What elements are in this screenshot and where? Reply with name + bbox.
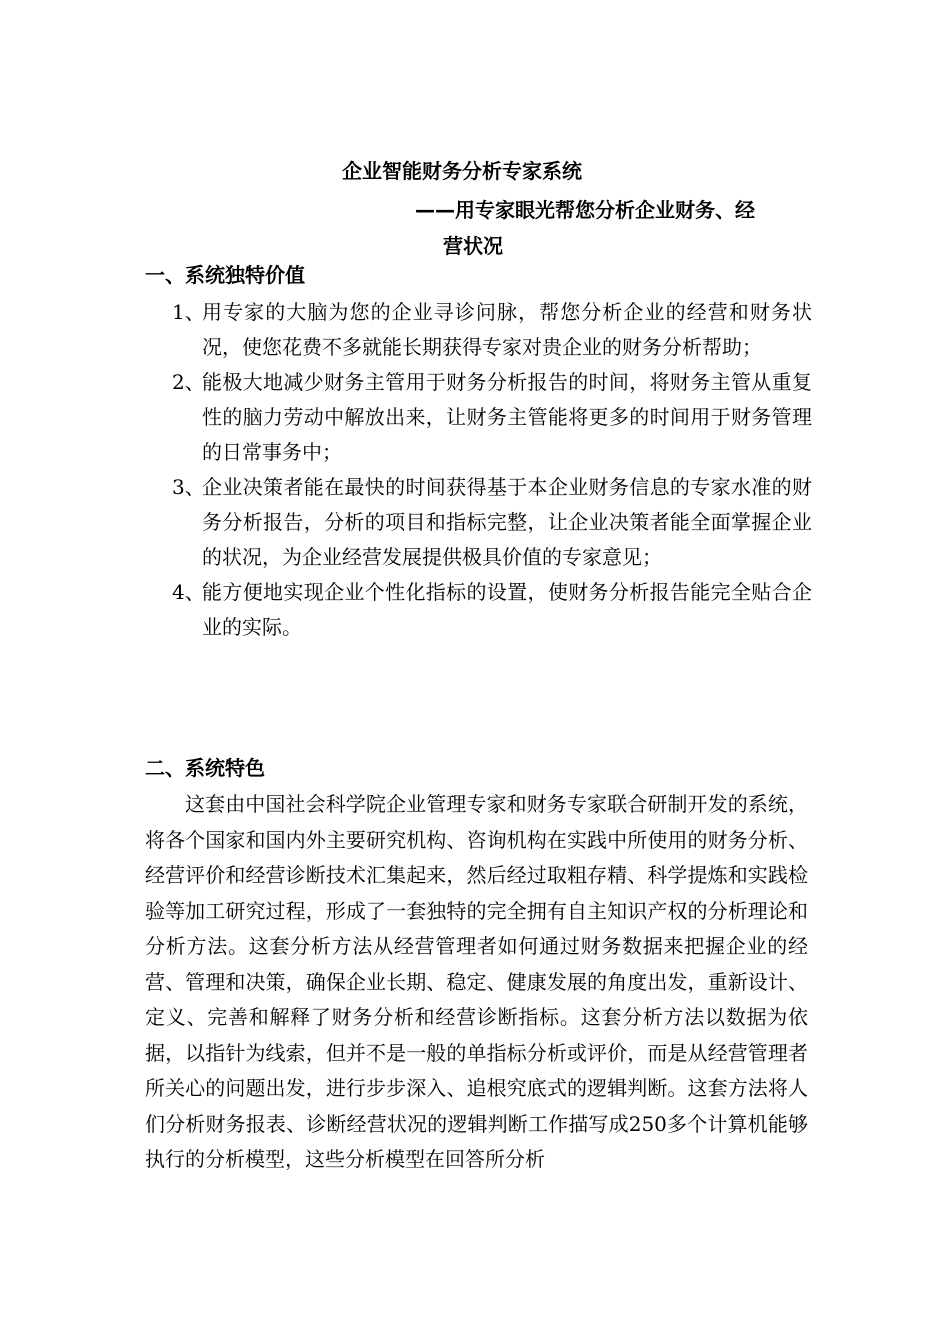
list-item [172, 470, 812, 575]
document-title: 企业智能财务分析专家系统 [342, 159, 582, 183]
list-item-number: 3、 [172, 475, 205, 499]
document-subtitle [415, 192, 805, 264]
subtitle-line-2: 营状况 [443, 234, 503, 258]
list-item-text: 用专家的大脑为您的企业寻诊问脉，帮您分析企业的经营和财务状况，使您花费不多就能长期获得专家对贵企业的财务分析帮助； [202, 300, 812, 359]
list-item-text: 企业决策者能在最快的时间获得基于本企业财务信息的专家水准的财务分析报告，分析的项目和指标完整，让企业决策者能全面掌握企业的状况，为企业经营发展提供极具价值的专家意见； [202, 475, 812, 569]
list-item-number: 4、 [172, 580, 205, 604]
list-item [172, 575, 812, 645]
section-heading-features: 二、系统特色 [145, 756, 265, 780]
list-item-text: 能方便地实现企业个性化指标的设置，使财务分析报告能完全贴合企业的实际。 [202, 580, 812, 639]
list-item-number: 1、 [172, 300, 205, 324]
subtitle-line-1: ——用专家眼光帮您分析企业财务、经 [415, 198, 755, 222]
section-heading-unique-value: 一、系统独特价值 [145, 263, 305, 287]
list-item-number: 2、 [172, 370, 205, 394]
list-item [172, 365, 812, 470]
list-item [172, 295, 812, 365]
list-item-text: 能极大地减少财务主管用于财务分析报告的时间，将财务主管从重复性的脑力劳动中解放出来，让财务主管能将更多的时间用于财务管理的日常事务中； [202, 370, 812, 464]
features-paragraph: 这套由中国社会科学院企业管理专家和财务专家联合研制开发的系统，将各个国家和国内外主要研究机构、咨询机构在实践中所使用的财务分析、经营评价和经营诊断技术汇集起来，然后经过取粗存精、科学提炼和实践检验等加工研究过程，形成了一套独特的完全拥有自主知识产权的分析理论和分析方法。这套分析方法从经营管理者如何通过财务数据来把握企业的经营、管理和决策，确保企业长期、稳定、健康发展的角度出发，重新设计、定义、完善和解释了财务分析和经营诊断指标。这套分析方法以数据为依据，以指针为线索，但并不是一般的单指标分析或评价，而是从经营管理者所关心的问题出发，进行步步深入、追根究底式的逻辑判断。这套方法将人们分析财务报表、诊断经营状况的逻辑判断工作描写成250多个计算机能够执行的分析模型，这些分析模型在回答所分析 [145, 792, 808, 1171]
unique-value-list [172, 295, 812, 645]
